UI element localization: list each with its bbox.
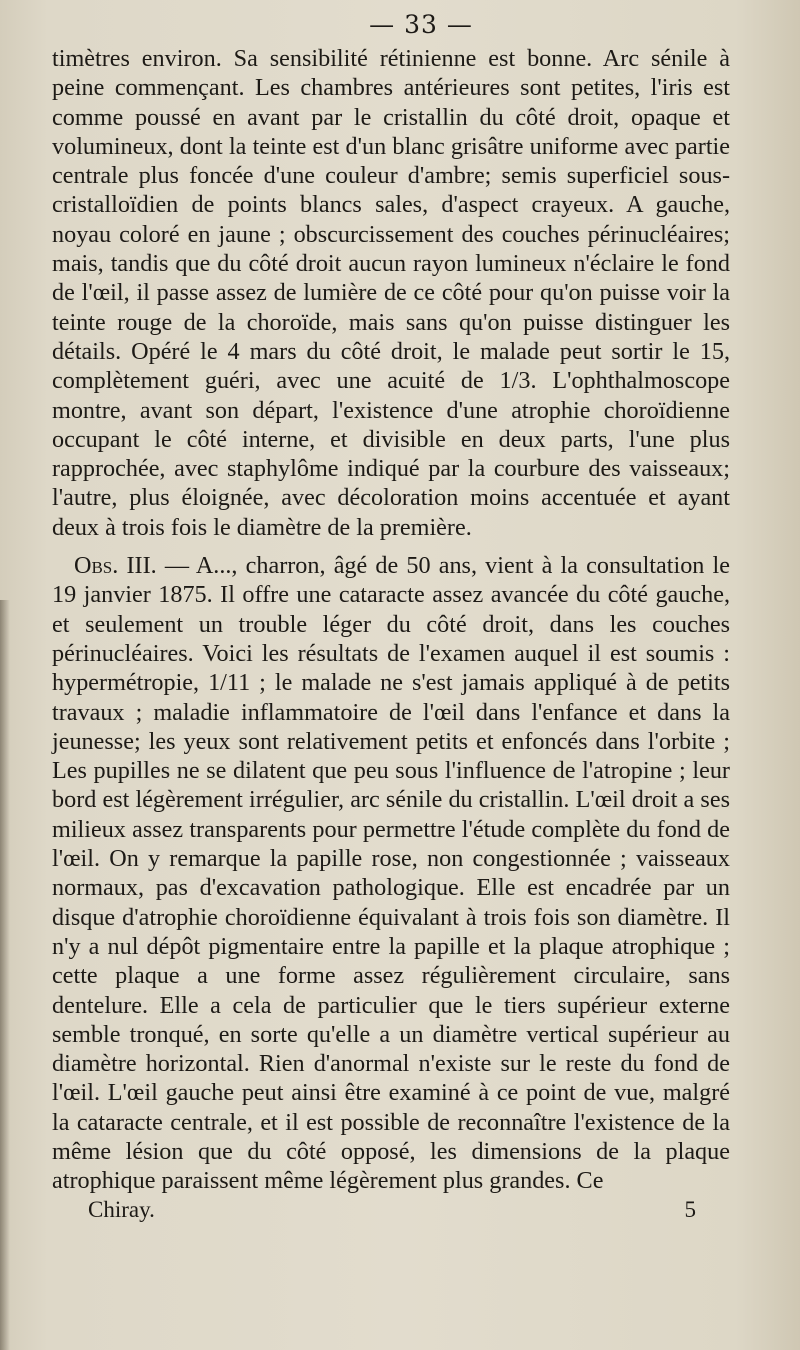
- body-text: [52, 44, 730, 1196]
- observation-text: — A..., charron, âgé de 50 ans, vient à la consultation le 19 janvier 1875. Il offre une cataracte assez avancée du côté gauche, et seulement un trouble léger du côté droit, dans les couches périnucléaires. Voici les résultats de l'examen auquel il est soumis : hypermétropie, 1/11 ; le malade ne s'est jamais appliqué à de petits travaux ; maladie inflammatoire de l'œil dans l'enfance et dans la jeunesse; les yeux sont relativement petits et enfoncés dans l'orbite ; Les pupilles ne se dilatent que peu sous l'influence de l'atropine ; leur bord est légèrement irrégulier, arc sénile du cristallin. L'œil droit a ses milieux assez transparents pour permettre l'étude complète du fond de l'œil. On y remarque la papille rose, non congestionnée ; vaisseaux normaux, pas d'excavation pathologique. Elle est encadrée par un disque d'atrophie choroïdienne équivalant à trois fois son diamètre. Il n'y a nul dépôt pigmentaire entre la papille et la plaque atrophique ; cette plaque a une forme assez régulièrement circulaire, sans dentelure. Elle a cela de particulier que le tiers supérieur externe semble tronqué, en sorte qu'elle a un diamètre vertical supérieur au diamètre horizontal. Rien d'anormal n'existe sur le reste du fond de l'œil. L'œil gauche peut ainsi être examiné à ce point de vue, malgré la cataracte centrale, et il est possible de reconnaître l'existence de la même lésion que du côté opposé, les dimensions de la plaque atrophique paraissent même légèrement plus grandes. Ce: [52, 552, 730, 1195]
- page-number: — 33 —: [369, 10, 473, 39]
- footer-author: Chiray.: [88, 1196, 155, 1222]
- page-edge-shadow: [0, 600, 10, 1350]
- page-footer: [52, 1197, 730, 1227]
- observation-label: Obs. III.: [74, 552, 157, 580]
- footer-signature-mark: 5: [684, 1196, 696, 1222]
- paragraph-observation-3: [52, 551, 730, 1196]
- paragraph-continuation: timètres environ. Sa sensibilité rétinienne est bonne. Arc sénile à peine commençant. Les chambres antérieures sont petites, l'iris est comme poussé en avant par le cristallin du côté droit, opaque et volumineux, dont la teinte est d'un blanc grisâtre uniforme avec partie centrale plus foncée d'une couleur d'ambre; semis superficiel sous-cristalloïdien de points blancs sales, d'aspect crayeux. A gauche, noyau coloré en jaune ; obscurcissement des couches périnucléaires; mais, tandis que du côté droit aucun rayon lumineux n'éclaire le fond de l'œil, il passe assez de lumière de ce côté pour qu'on puisse voir la teinte rouge de la choroïde, mais sans qu'on puisse distinguer les détails. Opéré le 4 mars du côté droit, le malade peut sortir le 15, complètement guéri, avec une acuité de 1/3. L'ophthalmoscope montre, avant son départ, l'existence d'une atrophie choroïdienne occupant le côté interne, et divisible en deux parts, l'une plus rapprochée, avec staphylôme indiqué par la courbure des vaisseaux; l'autre, plus éloignée, avec décoloration moins accentuée et ayant deux à trois fois le diamètre de la première.: [52, 45, 730, 541]
